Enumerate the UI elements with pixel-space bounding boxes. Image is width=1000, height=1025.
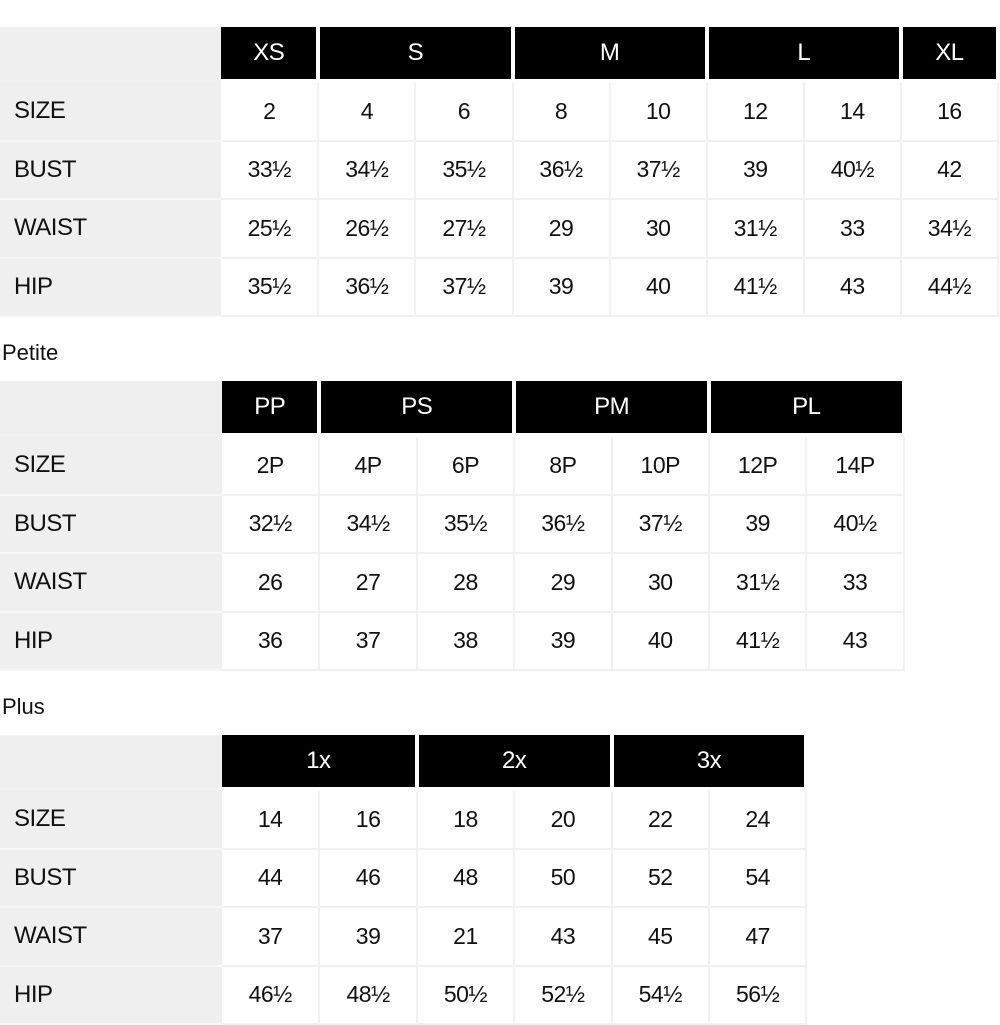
bust-cell: 42: [901, 141, 998, 200]
hip-cell: 46½: [222, 966, 319, 1025]
waist-row: [0, 199, 998, 258]
hip-cell: 36½: [318, 258, 415, 317]
size-row-label: SIZE: [0, 435, 222, 495]
bust-cell: 37½: [612, 495, 709, 554]
bust-cell: 37½: [610, 141, 707, 200]
waist-row-label: WAIST: [0, 553, 222, 612]
size-cell: 22: [612, 789, 709, 849]
size-group-header-row: [0, 27, 998, 81]
bust-row: [0, 495, 904, 554]
size-cell: 10: [610, 81, 707, 141]
size-cell: 12: [707, 81, 804, 141]
header-corner-cell: [0, 27, 221, 81]
hip-cell: 41½: [707, 258, 804, 317]
size-group-header: M: [513, 27, 707, 81]
header-corner-cell: [0, 735, 222, 789]
bust-row: [0, 141, 998, 200]
bust-cell: 35½: [417, 495, 514, 554]
waist-cell: 30: [612, 553, 709, 612]
size-group-header: 3x: [612, 735, 807, 789]
hip-cell: 43: [806, 612, 903, 671]
waist-cell: 26: [222, 553, 319, 612]
bust-row: [0, 849, 806, 908]
size-group-header: XL: [901, 27, 998, 81]
hip-cell: 40: [610, 258, 707, 317]
hip-cell: 39: [514, 612, 611, 671]
regular-size-table: [0, 27, 1000, 317]
hip-cell: 37: [319, 612, 416, 671]
size-cell: 6P: [417, 435, 514, 495]
hip-row: [0, 612, 904, 671]
waist-cell: 31½: [709, 553, 806, 612]
waist-cell: 45: [612, 907, 709, 966]
hip-cell: 41½: [709, 612, 806, 671]
hip-cell: 40: [612, 612, 709, 671]
waist-cell: 39: [319, 907, 416, 966]
hip-cell: 52½: [514, 966, 611, 1025]
hip-cell: 43: [804, 258, 901, 317]
waist-cell: 37: [222, 907, 319, 966]
bust-row-label: BUST: [0, 849, 222, 908]
size-cell: 16: [319, 789, 416, 849]
waist-cell: 25½: [221, 199, 318, 258]
hip-cell: 48½: [319, 966, 416, 1025]
waist-cell: 43: [514, 907, 611, 966]
bust-cell: 50: [514, 849, 611, 908]
hip-cell: 38: [417, 612, 514, 671]
bust-cell: 48: [417, 849, 514, 908]
size-cell: 6: [415, 81, 512, 141]
size-row-label: SIZE: [0, 789, 222, 849]
petite-size-table: [0, 381, 906, 671]
waist-cell: 33: [806, 553, 903, 612]
size-cell: 2: [221, 81, 318, 141]
bust-cell: 40½: [804, 141, 901, 200]
hip-cell: 44½: [901, 258, 998, 317]
size-cell: 2P: [222, 435, 319, 495]
waist-cell: 28: [417, 553, 514, 612]
hip-row: [0, 258, 998, 317]
size-group-header: 1x: [222, 735, 417, 789]
waist-cell: 21: [417, 907, 514, 966]
bust-row-label: BUST: [0, 495, 222, 554]
size-group-header: 2x: [417, 735, 612, 789]
hip-row-label: HIP: [0, 966, 222, 1025]
waist-cell: 47: [709, 907, 806, 966]
size-cell: 18: [417, 789, 514, 849]
size-group-header: PL: [709, 381, 904, 435]
bust-cell: 34½: [319, 495, 416, 554]
bust-cell: 54: [709, 849, 806, 908]
bust-row-label: BUST: [0, 141, 221, 200]
bust-cell: 39: [709, 495, 806, 554]
size-cell: 14: [222, 789, 319, 849]
hip-row: [0, 966, 806, 1025]
bust-cell: 52: [612, 849, 709, 908]
size-cell: 24: [709, 789, 806, 849]
size-cell: 14: [804, 81, 901, 141]
header-corner-cell: [0, 381, 222, 435]
size-row: [0, 789, 806, 849]
size-group-header: PS: [319, 381, 514, 435]
waist-cell: 29: [513, 199, 610, 258]
size-cell: 8P: [514, 435, 611, 495]
waist-row-label: WAIST: [0, 907, 222, 966]
hip-cell: 36: [222, 612, 319, 671]
size-group-header: S: [318, 27, 512, 81]
hip-row-label: HIP: [0, 612, 222, 671]
hip-row-label: HIP: [0, 258, 221, 317]
bust-cell: 36½: [514, 495, 611, 554]
waist-cell: 30: [610, 199, 707, 258]
size-cell: 4: [318, 81, 415, 141]
hip-cell: 39: [513, 258, 610, 317]
size-group-header: XS: [221, 27, 318, 81]
petite-section-title: Petite: [2, 340, 59, 365]
waist-cell: 29: [514, 553, 611, 612]
hip-cell: 35½: [221, 258, 318, 317]
bust-cell: 36½: [513, 141, 610, 200]
size-cell: 16: [901, 81, 998, 141]
size-group-header: PP: [222, 381, 319, 435]
size-group-header: L: [707, 27, 901, 81]
waist-cell: 31½: [707, 199, 804, 258]
size-cell: 14P: [806, 435, 903, 495]
size-cell: 20: [514, 789, 611, 849]
size-group-header-row: [0, 735, 806, 789]
hip-cell: 56½: [709, 966, 806, 1025]
size-group-header-row: [0, 381, 904, 435]
bust-cell: 40½: [806, 495, 903, 554]
bust-cell: 39: [707, 141, 804, 200]
waist-row: [0, 553, 904, 612]
size-cell: 4P: [319, 435, 416, 495]
hip-cell: 37½: [415, 258, 512, 317]
bust-cell: 33½: [221, 141, 318, 200]
waist-row: [0, 907, 806, 966]
bust-cell: 34½: [318, 141, 415, 200]
waist-cell: 27½: [415, 199, 512, 258]
bust-cell: 46: [319, 849, 416, 908]
size-cell: 12P: [709, 435, 806, 495]
size-cell: 10P: [612, 435, 709, 495]
waist-cell: 34½: [901, 199, 998, 258]
hip-cell: 50½: [417, 966, 514, 1025]
plus-size-table: [0, 735, 808, 1025]
waist-cell: 33: [804, 199, 901, 258]
size-row-label: SIZE: [0, 81, 221, 141]
bust-cell: 35½: [415, 141, 512, 200]
size-cell: 8: [513, 81, 610, 141]
size-row: [0, 435, 904, 495]
size-row: [0, 81, 998, 141]
size-group-header: PM: [514, 381, 709, 435]
bust-cell: 32½: [222, 495, 319, 554]
hip-cell: 54½: [612, 966, 709, 1025]
plus-section-title: Plus: [2, 694, 45, 719]
bust-cell: 44: [222, 849, 319, 908]
waist-cell: 26½: [318, 199, 415, 258]
waist-cell: 27: [319, 553, 416, 612]
waist-row-label: WAIST: [0, 199, 221, 258]
